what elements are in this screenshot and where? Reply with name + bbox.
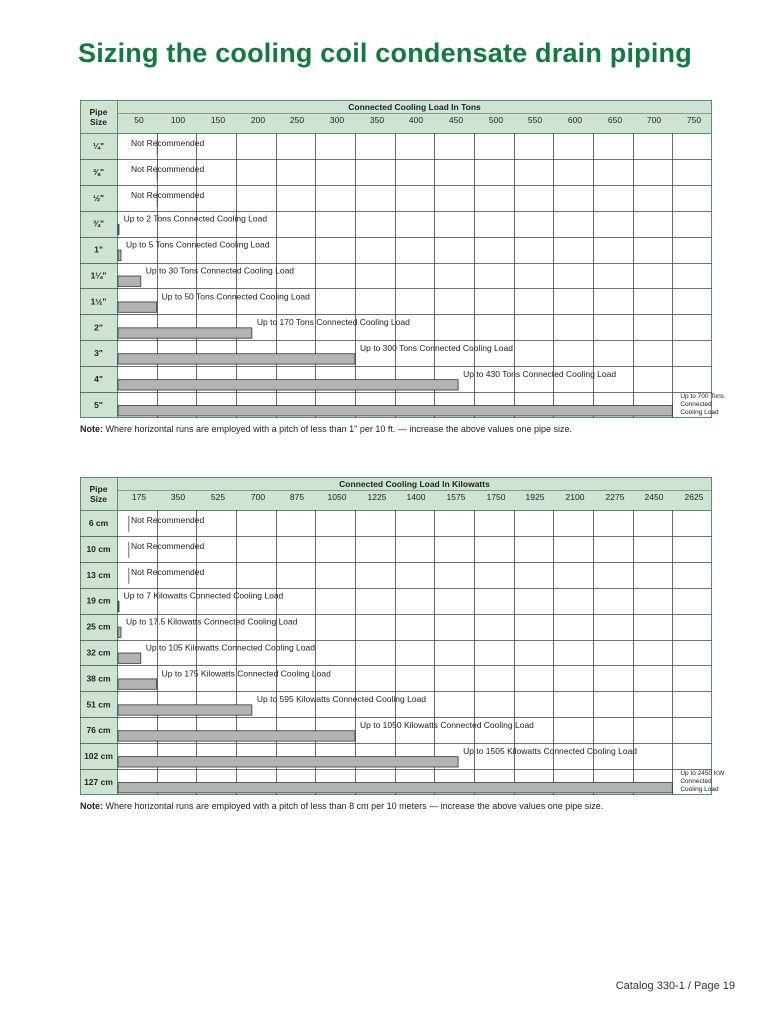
chart1-tick-label: 525 [210, 492, 226, 502]
not-recommended-label: Not Recommended [131, 566, 205, 577]
bar [118, 302, 157, 312]
chart0-tick-label: 100 [170, 115, 186, 125]
chart1-tick-label: 1225 [367, 492, 387, 502]
bar-label-small: Up to 2450 KW [680, 770, 725, 778]
chart1-tick-label: 1400 [406, 492, 426, 502]
kilowatts-note-text: Where horizontal runs are employed with a pitch of less than 8 cm per 10 meters — increase the above values one pipe size. [105, 801, 604, 811]
pipe-size-label: 5" [94, 400, 103, 411]
bar [118, 653, 141, 663]
pipe-size-label: ¾" [92, 218, 105, 229]
chart0-title: Connected Cooling Load In Tons [348, 102, 481, 112]
chart0-tick-label: 550 [527, 115, 543, 125]
kilowatts-chart [80, 477, 725, 795]
bar [118, 380, 458, 390]
kilowatts-chart-svg [80, 477, 725, 795]
chart1-tick-label: 350 [170, 492, 186, 502]
bar [118, 679, 157, 689]
bar [118, 783, 672, 793]
bar-label-small: Connected [680, 401, 712, 409]
bar-label: Up to 30 Tons Connected Cooling Load [145, 265, 295, 276]
bar [118, 250, 121, 260]
bar-label: Up to 1505 Kilowatts Connected Cooling Load [463, 746, 638, 757]
not-recommended-label: Not Recommended [131, 515, 205, 525]
chart0-tick-label: 150 [210, 115, 226, 125]
not-recommended-label: Not Recommended [131, 163, 205, 174]
pipe-size-label: 6 cm [88, 517, 109, 528]
pipe-size-label: ½" [92, 192, 105, 203]
bar-label: Up to 2 Tons Connected Cooling Load [123, 213, 268, 224]
bar-label: Up to 170 Tons Connected Cooling Load [256, 317, 410, 328]
chart0-tick-label: 450 [448, 115, 464, 125]
tons-note [80, 424, 572, 434]
chart1-tick-label: 1050 [327, 492, 347, 502]
page-title: Sizing the cooling coil condensate drain piping [78, 38, 692, 68]
bar [118, 406, 672, 416]
chart1-tick-label: 1575 [446, 492, 466, 502]
chart0-tick-label: 700 [646, 115, 662, 125]
chart1-title: Connected Cooling Load In Kilowatts [339, 479, 490, 489]
bar-label: Up to 300 Tons Connected Cooling Load [360, 343, 513, 354]
bar-label-small: Up to 700 Tons [680, 393, 724, 401]
bar-label: Up to 105 Kilowatts Connected Cooling Load [145, 642, 315, 653]
pipe-size-label: 1¼" [90, 270, 107, 281]
chart0-tick-label: 250 [289, 115, 305, 125]
chart0-tick-label: 650 [607, 115, 623, 125]
pipe-size-label: 1½" [90, 296, 107, 307]
pipe-size-label: 4" [94, 374, 103, 385]
chart0-tick-label: 600 [567, 115, 583, 125]
chart1-tick-label: 1925 [525, 492, 545, 502]
bar [118, 276, 141, 286]
chart1-row-header: Size [89, 494, 108, 504]
chart0-border [81, 101, 712, 418]
bar-label: Up to 50 Tons Connected Cooling Load [161, 291, 310, 302]
kilowatts-note [80, 801, 603, 811]
chart1-tick-label: 175 [131, 492, 147, 502]
chart1-tick-label: 2100 [565, 492, 585, 502]
pipe-size-label: 10 cm [86, 543, 111, 554]
tons-note-label: Note: [80, 424, 103, 434]
pipe-size-label: 51 cm [86, 699, 111, 710]
kilowatts-note-label: Note: [80, 801, 103, 811]
bar-label: Up to 430 Tons Connected Cooling Load [463, 369, 617, 380]
bar [118, 354, 355, 364]
bar-label: Up to 595 Kilowatts Connected Cooling Load [256, 694, 427, 705]
bar [118, 705, 252, 715]
bar-label-small: Connected [680, 778, 712, 786]
pipe-size-label: 32 cm [86, 647, 111, 658]
chart1-tick-label: 1750 [486, 492, 506, 502]
pipe-size-label: ⅜" [92, 166, 105, 177]
chart1-row-header: Pipe [89, 484, 108, 494]
bar [118, 731, 355, 741]
bar-label: Up to 17.5 Kilowatts Connected Cooling Load [125, 616, 298, 627]
chart1-tick-label: 2450 [644, 492, 664, 502]
chart0-row-header: Size [89, 117, 108, 127]
chart0-tick-label: 500 [488, 115, 504, 125]
chart0-tick-label: 50 [134, 115, 144, 125]
bar-label: Up to 1050 Kilowatts Connected Cooling Load [360, 720, 534, 731]
bar-label: Up to 175 Kilowatts Connected Cooling Load [161, 668, 331, 679]
tons-note-text: Where horizontal runs are employed with a pitch of less than 1" per 10 ft. — increase the above values one pipe size. [105, 424, 572, 434]
pipe-size-label: 127 cm [84, 777, 113, 788]
not-recommended-label: Not Recommended [131, 189, 205, 200]
bar [118, 328, 252, 338]
pipe-size-label: 25 cm [86, 621, 111, 632]
bar-label: Up to 7 Kilowatts Connected Cooling Load [123, 590, 284, 601]
chart1-tick-label: 2625 [684, 492, 704, 502]
tons-chart [80, 100, 724, 418]
bar [118, 224, 119, 234]
chart1-tick-label: 875 [289, 492, 305, 502]
chart1-tick-label: 2275 [605, 492, 625, 502]
bar-label: Up to 5 Tons Connected Cooling Load [125, 239, 270, 250]
pipe-size-label: 2" [94, 322, 103, 333]
chart1-tick-label: 700 [250, 492, 266, 502]
chart0-tick-label: 200 [250, 115, 266, 125]
chart0-tick-label: 350 [369, 115, 385, 125]
pipe-size-label: 102 cm [84, 751, 113, 762]
chart0-tick-label: 300 [329, 115, 345, 125]
pipe-size-label: 76 cm [86, 725, 111, 736]
pipe-size-label: ¼" [92, 140, 105, 151]
chart0-tick-label: 400 [408, 115, 424, 125]
bar [118, 627, 121, 637]
page-footer: Catalog 330-1 / Page 19 [615, 980, 735, 992]
bar-label-small: Cooling Load [680, 786, 719, 794]
bar-label-small: Cooling Load [680, 409, 719, 417]
bar [118, 757, 458, 767]
pipe-size-label: 1" [94, 244, 103, 255]
chart0-tick-label: 750 [686, 115, 702, 125]
pipe-size-label: 38 cm [86, 673, 111, 684]
tons-chart-svg [80, 100, 724, 418]
pipe-size-label: 3" [94, 348, 103, 359]
pipe-size-label: 19 cm [86, 595, 111, 606]
not-recommended-label: Not Recommended [131, 138, 205, 148]
chart0-row-header: Pipe [89, 107, 108, 117]
bar [118, 601, 119, 611]
pipe-size-label: 13 cm [86, 569, 111, 580]
not-recommended-label: Not Recommended [131, 540, 205, 551]
